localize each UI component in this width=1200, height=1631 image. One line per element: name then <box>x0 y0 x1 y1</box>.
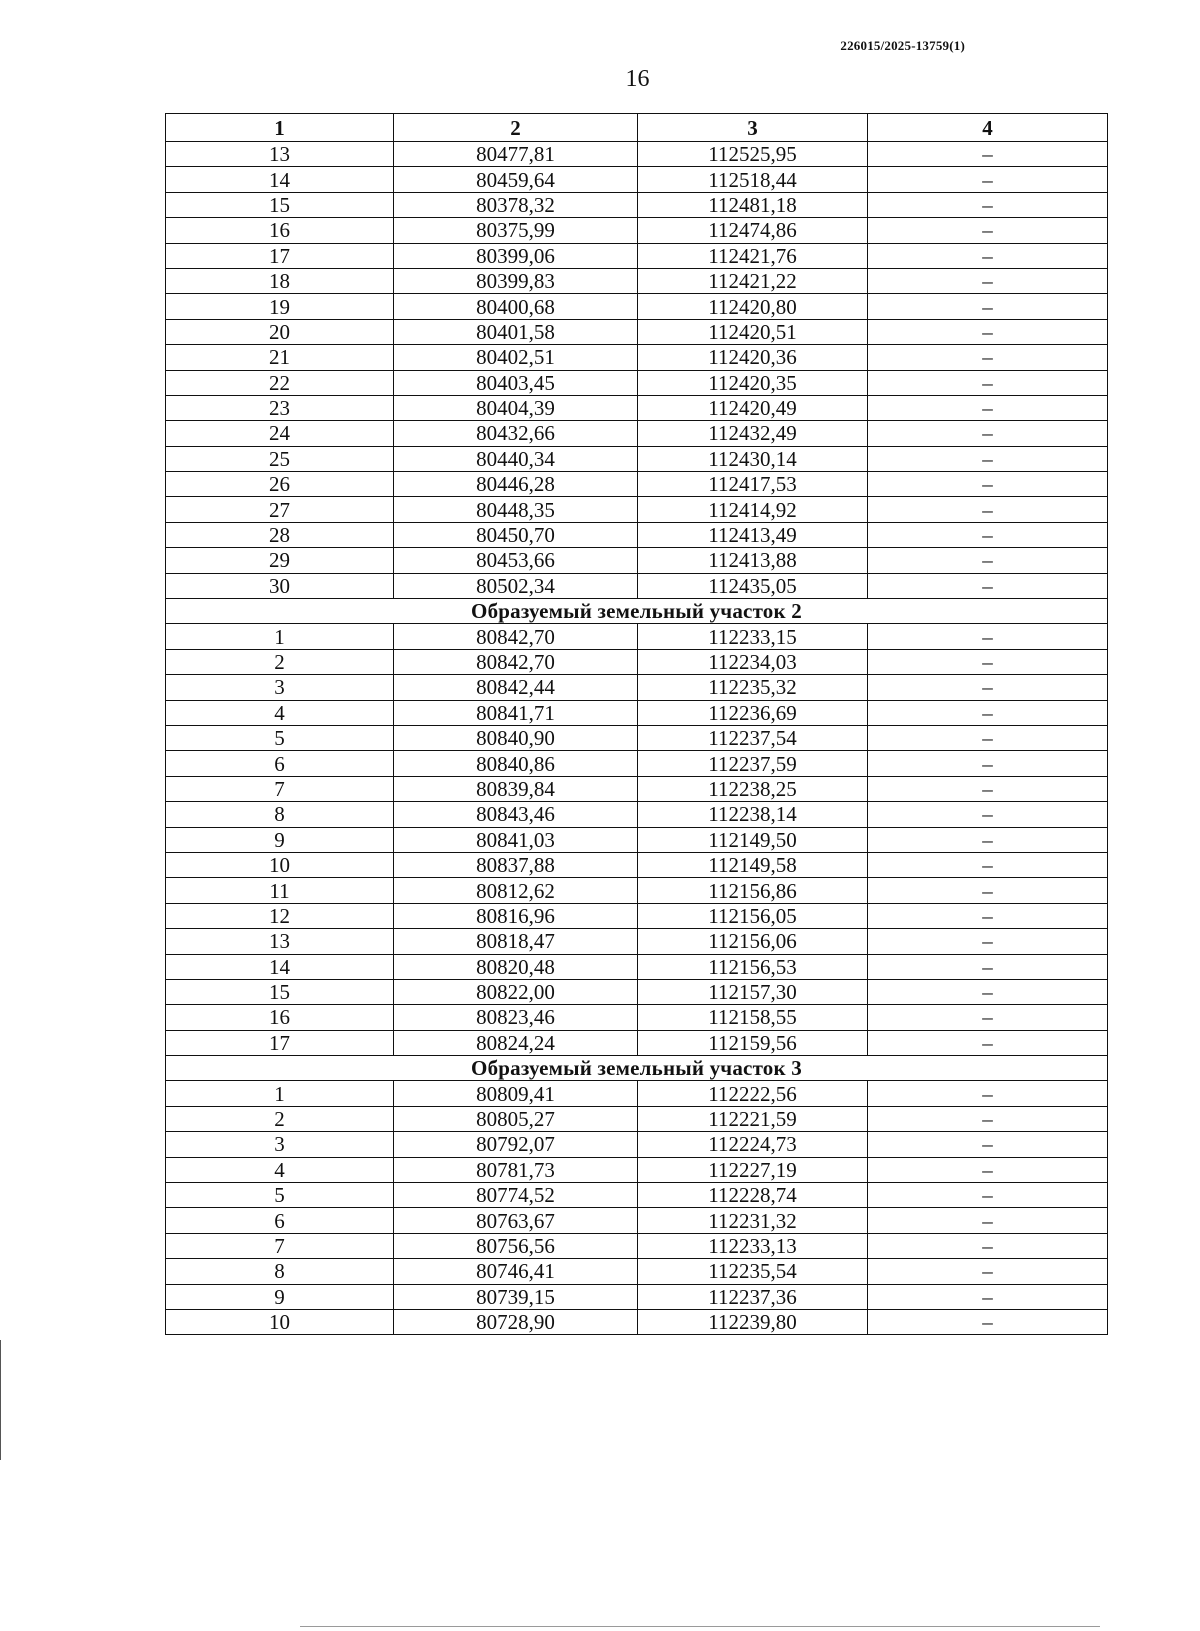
point-number-cell: 5 <box>166 725 394 750</box>
note-cell: – <box>868 700 1108 725</box>
y-coordinate-cell: 112149,58 <box>638 852 868 877</box>
x-coordinate-cell: 80792,07 <box>394 1132 638 1157</box>
x-coordinate-cell: 80399,83 <box>394 268 638 293</box>
y-coordinate-cell: 112222,56 <box>638 1081 868 1106</box>
y-coordinate-cell: 112156,53 <box>638 954 868 979</box>
y-coordinate-cell: 112237,36 <box>638 1284 868 1309</box>
table-row <box>166 573 1108 598</box>
y-coordinate-cell: 112481,18 <box>638 192 868 217</box>
table-row <box>166 243 1108 268</box>
y-coordinate-cell: 112149,50 <box>638 827 868 852</box>
x-coordinate-cell: 80404,39 <box>394 395 638 420</box>
x-coordinate-cell: 80805,27 <box>394 1106 638 1131</box>
table-row <box>166 1030 1108 1055</box>
point-number-cell: 6 <box>166 751 394 776</box>
section-title: Образуемый земельный участок 2 <box>166 599 1108 624</box>
note-cell: – <box>868 751 1108 776</box>
point-number-cell: 19 <box>166 294 394 319</box>
x-coordinate-cell: 80378,32 <box>394 192 638 217</box>
point-number-cell: 7 <box>166 776 394 801</box>
table-row <box>166 522 1108 547</box>
point-number-cell: 30 <box>166 573 394 598</box>
y-coordinate-cell: 112231,32 <box>638 1208 868 1233</box>
table-row <box>166 649 1108 674</box>
y-coordinate-cell: 112420,35 <box>638 370 868 395</box>
table-row <box>166 675 1108 700</box>
note-cell: – <box>868 1183 1108 1208</box>
x-coordinate-cell: 80400,68 <box>394 294 638 319</box>
page-number: 16 <box>625 66 650 92</box>
x-coordinate-cell: 80502,34 <box>394 573 638 598</box>
y-coordinate-cell: 112156,06 <box>638 929 868 954</box>
note-cell: – <box>868 827 1108 852</box>
note-cell: – <box>868 624 1108 649</box>
point-number-cell: 14 <box>166 167 394 192</box>
table-row <box>166 268 1108 293</box>
point-number-cell: 25 <box>166 446 394 471</box>
table-row <box>166 802 1108 827</box>
point-number-cell: 2 <box>166 649 394 674</box>
x-coordinate-cell: 80842,44 <box>394 675 638 700</box>
note-cell: – <box>868 446 1108 471</box>
table-row <box>166 446 1108 471</box>
table-row <box>166 1259 1108 1284</box>
x-coordinate-cell: 80824,24 <box>394 1030 638 1055</box>
table-row <box>166 497 1108 522</box>
note-cell: – <box>868 1309 1108 1334</box>
point-number-cell: 1 <box>166 1081 394 1106</box>
y-coordinate-cell: 112432,49 <box>638 421 868 446</box>
x-coordinate-cell: 80459,64 <box>394 167 638 192</box>
x-coordinate-cell: 80822,00 <box>394 979 638 1004</box>
section-title: Образуемый земельный участок 3 <box>166 1056 1108 1081</box>
table-row <box>166 979 1108 1004</box>
y-coordinate-cell: 112235,54 <box>638 1259 868 1284</box>
table-row <box>166 1081 1108 1106</box>
table-row <box>166 142 1108 167</box>
table-row <box>166 421 1108 446</box>
point-number-cell: 12 <box>166 903 394 928</box>
x-coordinate-cell: 80812,62 <box>394 878 638 903</box>
table-row <box>166 1157 1108 1182</box>
note-cell: – <box>868 1208 1108 1233</box>
y-coordinate-cell: 112420,80 <box>638 294 868 319</box>
note-cell: – <box>868 192 1108 217</box>
y-coordinate-cell: 112420,49 <box>638 395 868 420</box>
table-row <box>166 776 1108 801</box>
x-coordinate-cell: 80781,73 <box>394 1157 638 1182</box>
point-number-cell: 3 <box>166 675 394 700</box>
table-row <box>166 472 1108 497</box>
y-coordinate-cell: 112420,51 <box>638 319 868 344</box>
note-cell: – <box>868 573 1108 598</box>
table-body <box>166 142 1108 1335</box>
point-number-cell: 3 <box>166 1132 394 1157</box>
y-coordinate-cell: 112238,25 <box>638 776 868 801</box>
point-number-cell: 17 <box>166 243 394 268</box>
x-coordinate-cell: 80839,84 <box>394 776 638 801</box>
note-cell: – <box>868 472 1108 497</box>
point-number-cell: 22 <box>166 370 394 395</box>
note-cell: – <box>868 852 1108 877</box>
y-coordinate-cell: 112421,76 <box>638 243 868 268</box>
y-coordinate-cell: 112233,13 <box>638 1233 868 1258</box>
note-cell: – <box>868 649 1108 674</box>
note-cell: – <box>868 1030 1108 1055</box>
note-cell: – <box>868 268 1108 293</box>
table-row <box>166 395 1108 420</box>
x-coordinate-cell: 80450,70 <box>394 522 638 547</box>
table-header-row <box>166 114 1108 142</box>
note-cell: – <box>868 522 1108 547</box>
y-coordinate-cell: 112228,74 <box>638 1183 868 1208</box>
table-row <box>166 294 1108 319</box>
y-coordinate-cell: 112420,36 <box>638 345 868 370</box>
x-coordinate-cell: 80477,81 <box>394 142 638 167</box>
column-header-3: 3 <box>638 114 868 142</box>
point-number-cell: 15 <box>166 192 394 217</box>
table-row <box>166 929 1108 954</box>
x-coordinate-cell: 80446,28 <box>394 472 638 497</box>
note-cell: – <box>868 1005 1108 1030</box>
table-row <box>166 319 1108 344</box>
table-row <box>166 1005 1108 1030</box>
point-number-cell: 27 <box>166 497 394 522</box>
y-coordinate-cell: 112237,54 <box>638 725 868 750</box>
y-coordinate-cell: 112525,95 <box>638 142 868 167</box>
point-number-cell: 15 <box>166 979 394 1004</box>
point-number-cell: 7 <box>166 1233 394 1258</box>
table-row <box>166 1309 1108 1334</box>
point-number-cell: 13 <box>166 929 394 954</box>
table-row <box>166 1132 1108 1157</box>
note-cell: – <box>868 1106 1108 1131</box>
table-row <box>166 1284 1108 1309</box>
note-cell: – <box>868 1284 1108 1309</box>
table-row <box>166 345 1108 370</box>
note-cell: – <box>868 1259 1108 1284</box>
x-coordinate-cell: 80818,47 <box>394 929 638 954</box>
point-number-cell: 10 <box>166 852 394 877</box>
x-coordinate-cell: 80399,06 <box>394 243 638 268</box>
point-number-cell: 14 <box>166 954 394 979</box>
column-header-1: 1 <box>166 114 394 142</box>
point-number-cell: 21 <box>166 345 394 370</box>
table-row <box>166 167 1108 192</box>
point-number-cell: 13 <box>166 142 394 167</box>
note-cell: – <box>868 903 1108 928</box>
table-row <box>166 954 1108 979</box>
table-row <box>166 218 1108 243</box>
column-header-2: 2 <box>394 114 638 142</box>
point-number-cell: 6 <box>166 1208 394 1233</box>
point-number-cell: 9 <box>166 1284 394 1309</box>
point-number-cell: 29 <box>166 548 394 573</box>
x-coordinate-cell: 80401,58 <box>394 319 638 344</box>
x-coordinate-cell: 80774,52 <box>394 1183 638 1208</box>
y-coordinate-cell: 112156,05 <box>638 903 868 928</box>
point-number-cell: 20 <box>166 319 394 344</box>
table-row <box>166 624 1108 649</box>
y-coordinate-cell: 112158,55 <box>638 1005 868 1030</box>
point-number-cell: 9 <box>166 827 394 852</box>
y-coordinate-cell: 112156,86 <box>638 878 868 903</box>
note-cell: – <box>868 725 1108 750</box>
table-row <box>166 878 1108 903</box>
note-cell: – <box>868 294 1108 319</box>
note-cell: – <box>868 497 1108 522</box>
x-coordinate-cell: 80448,35 <box>394 497 638 522</box>
scan-edge-mark <box>0 1340 1 1460</box>
note-cell: – <box>868 243 1108 268</box>
note-cell: – <box>868 929 1108 954</box>
note-cell: – <box>868 319 1108 344</box>
x-coordinate-cell: 80739,15 <box>394 1284 638 1309</box>
note-cell: – <box>868 878 1108 903</box>
x-coordinate-cell: 80841,03 <box>394 827 638 852</box>
table-row <box>166 1208 1108 1233</box>
column-header-4: 4 <box>868 114 1108 142</box>
coordinates-table <box>165 113 1108 1335</box>
x-coordinate-cell: 80746,41 <box>394 1259 638 1284</box>
y-coordinate-cell: 112518,44 <box>638 167 868 192</box>
point-number-cell: 16 <box>166 1005 394 1030</box>
bottom-rule <box>300 1626 1100 1627</box>
table-row <box>166 370 1108 395</box>
point-number-cell: 11 <box>166 878 394 903</box>
y-coordinate-cell: 112421,22 <box>638 268 868 293</box>
table-row <box>166 903 1108 928</box>
note-cell: – <box>868 1132 1108 1157</box>
section-row <box>166 599 1108 624</box>
y-coordinate-cell: 112474,86 <box>638 218 868 243</box>
x-coordinate-cell: 80837,88 <box>394 852 638 877</box>
table-row <box>166 1233 1108 1258</box>
note-cell: – <box>868 1157 1108 1182</box>
x-coordinate-cell: 80843,46 <box>394 802 638 827</box>
note-cell: – <box>868 979 1108 1004</box>
note-cell: – <box>868 395 1108 420</box>
y-coordinate-cell: 112236,69 <box>638 700 868 725</box>
section-row <box>166 1056 1108 1081</box>
point-number-cell: 1 <box>166 624 394 649</box>
note-cell: – <box>868 421 1108 446</box>
y-coordinate-cell: 112413,88 <box>638 548 868 573</box>
table-row <box>166 852 1108 877</box>
y-coordinate-cell: 112234,03 <box>638 649 868 674</box>
x-coordinate-cell: 80842,70 <box>394 624 638 649</box>
note-cell: – <box>868 167 1108 192</box>
y-coordinate-cell: 112430,14 <box>638 446 868 471</box>
y-coordinate-cell: 112237,59 <box>638 751 868 776</box>
point-number-cell: 17 <box>166 1030 394 1055</box>
x-coordinate-cell: 80840,90 <box>394 725 638 750</box>
table-row <box>166 548 1108 573</box>
point-number-cell: 26 <box>166 472 394 497</box>
point-number-cell: 24 <box>166 421 394 446</box>
point-number-cell: 8 <box>166 1259 394 1284</box>
point-number-cell: 18 <box>166 268 394 293</box>
y-coordinate-cell: 112224,73 <box>638 1132 868 1157</box>
point-number-cell: 23 <box>166 395 394 420</box>
table-row <box>166 700 1108 725</box>
x-coordinate-cell: 80823,46 <box>394 1005 638 1030</box>
point-number-cell: 5 <box>166 1183 394 1208</box>
x-coordinate-cell: 80440,34 <box>394 446 638 471</box>
note-cell: – <box>868 776 1108 801</box>
note-cell: – <box>868 675 1108 700</box>
table-row <box>166 827 1108 852</box>
note-cell: – <box>868 370 1108 395</box>
point-number-cell: 8 <box>166 802 394 827</box>
x-coordinate-cell: 80763,67 <box>394 1208 638 1233</box>
y-coordinate-cell: 112414,92 <box>638 497 868 522</box>
x-coordinate-cell: 80728,90 <box>394 1309 638 1334</box>
point-number-cell: 4 <box>166 700 394 725</box>
table-row <box>166 751 1108 776</box>
x-coordinate-cell: 80820,48 <box>394 954 638 979</box>
note-cell: – <box>868 802 1108 827</box>
table-row <box>166 1183 1108 1208</box>
note-cell: – <box>868 954 1108 979</box>
note-cell: – <box>868 345 1108 370</box>
note-cell: – <box>868 142 1108 167</box>
document-number: 226015/2025-13759(1) <box>840 38 965 53</box>
x-coordinate-cell: 80809,41 <box>394 1081 638 1106</box>
point-number-cell: 16 <box>166 218 394 243</box>
x-coordinate-cell: 80840,86 <box>394 751 638 776</box>
y-coordinate-cell: 112159,56 <box>638 1030 868 1055</box>
x-coordinate-cell: 80375,99 <box>394 218 638 243</box>
x-coordinate-cell: 80402,51 <box>394 345 638 370</box>
point-number-cell: 4 <box>166 1157 394 1182</box>
note-cell: – <box>868 548 1108 573</box>
y-coordinate-cell: 112417,53 <box>638 472 868 497</box>
y-coordinate-cell: 112235,32 <box>638 675 868 700</box>
x-coordinate-cell: 80453,66 <box>394 548 638 573</box>
note-cell: – <box>868 1081 1108 1106</box>
note-cell: – <box>868 218 1108 243</box>
table-row <box>166 725 1108 750</box>
point-number-cell: 2 <box>166 1106 394 1131</box>
point-number-cell: 28 <box>166 522 394 547</box>
y-coordinate-cell: 112227,19 <box>638 1157 868 1182</box>
table-row <box>166 1106 1108 1131</box>
x-coordinate-cell: 80816,96 <box>394 903 638 928</box>
y-coordinate-cell: 112435,05 <box>638 573 868 598</box>
y-coordinate-cell: 112238,14 <box>638 802 868 827</box>
x-coordinate-cell: 80841,71 <box>394 700 638 725</box>
y-coordinate-cell: 112233,15 <box>638 624 868 649</box>
x-coordinate-cell: 80756,56 <box>394 1233 638 1258</box>
point-number-cell: 10 <box>166 1309 394 1334</box>
y-coordinate-cell: 112221,59 <box>638 1106 868 1131</box>
x-coordinate-cell: 80403,45 <box>394 370 638 395</box>
y-coordinate-cell: 112239,80 <box>638 1309 868 1334</box>
x-coordinate-cell: 80842,70 <box>394 649 638 674</box>
note-cell: – <box>868 1233 1108 1258</box>
y-coordinate-cell: 112157,30 <box>638 979 868 1004</box>
y-coordinate-cell: 112413,49 <box>638 522 868 547</box>
x-coordinate-cell: 80432,66 <box>394 421 638 446</box>
table-row <box>166 192 1108 217</box>
